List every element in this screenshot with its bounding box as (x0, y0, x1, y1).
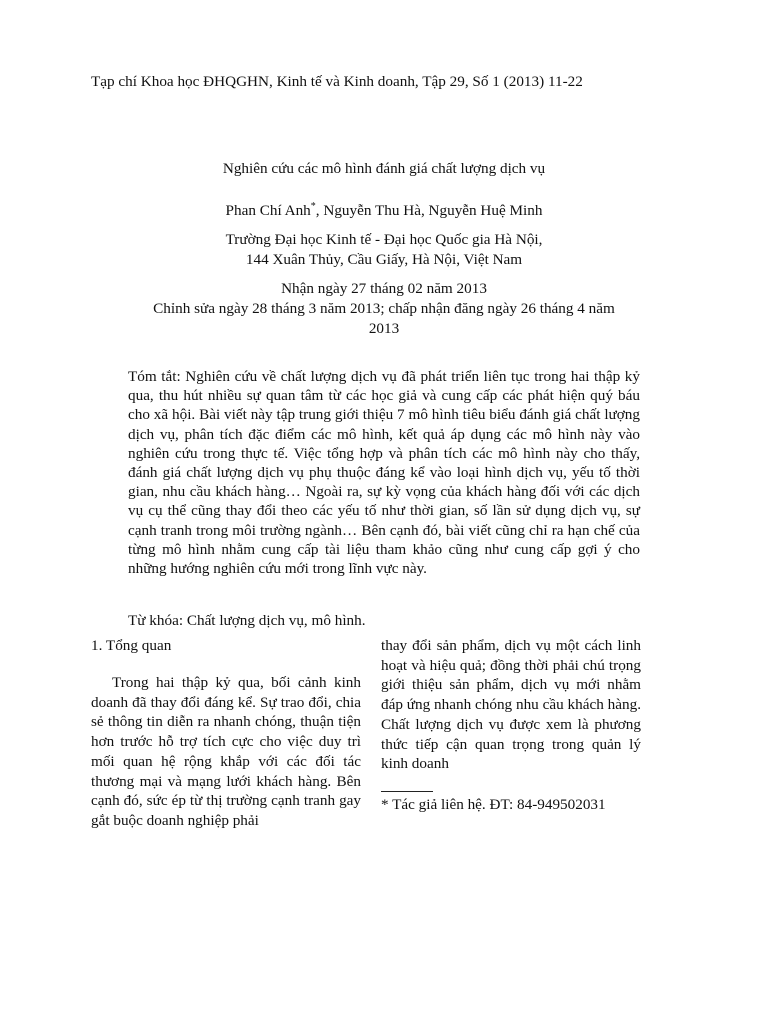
journal-citation: Tạp chí Khoa học ĐHQGHN, Kinh tế và Kinh doanh, Tập 29, Số 1 (2013) 11-22 (91, 73, 583, 90)
keywords: Từ khóa: Chất lượng dịch vụ, mô hình. (128, 612, 366, 629)
body-paragraph-right: thay đổi sản phẩm, dịch vụ một cách linh hoạt và hiệu quả; đồng thời phải chú trọng giới thiệu sản phẩm, dịch vụ mới nhằm đáp ứng nhanh chóng nhu cầu khách hàng. Chất lượng dịch vụ được xem là phương thức tiếp cận quan trọng trong quản lý kinh doanh (381, 637, 641, 773)
manuscript-dates (150, 279, 618, 339)
received-date: Nhận ngày 27 tháng 02 năm 2013 (281, 280, 487, 297)
co-authors: , Nguyễn Thu Hà, Nguyễn Huệ Minh (315, 202, 543, 219)
section-heading: 1. Tổng quan (91, 637, 172, 654)
abstract: Tóm tắt: Nghiên cứu về chất lượng dịch vụ đã phát triển liên tục trong hai thập kỷ qua, thu hút nhiều sự quan tâm từ các học giả và cung cấp các phát hiện quý báu cho xã hội. Bài viết này tập trung giới thiệu 7 mô hình tiêu biểu đánh giá chất lượng dịch vụ, phân tích đặc điểm các mô hình, kết quả áp dụng các mô hình này vào nghiên cứu trong thực tế. Việc tổng hợp và phân tích các mô hình này cho thấy, đánh giá chất lượng dịch vụ phụ thuộc đáng kể vào loại hình dịch vụ, yếu tố thời gian, nhu cầu khách hàng… Ngoài ra, sự kỳ vọng của khách hàng đối với các dịch vụ cụ thể cũng thay đổi theo các yếu tố như thời gian, số lần sử dụng dịch vụ, sự cạnh tranh trong môi trường ngành… Bên cạnh đó, bài viết cũng chỉ ra hạn chế của từng mô hình nhằm cung cấp tài liệu tham khảo cũng như cung cấp gợi ý cho những hướng nghiên cứu mới trong lĩnh vực này. (128, 368, 640, 578)
corresponding-author: Phan Chí Anh (225, 202, 311, 219)
affiliation (0, 230, 768, 270)
body-paragraph-left: Trong hai thập kỷ qua, bối cảnh kinh doanh đã thay đổi đáng kể. Sự trao đổi, chia sẻ thông tin diễn ra nhanh chóng, thuận tiện hơn trước hỗ trợ tích cực cho việc duy trì mối quan hệ rộng khắp với các đối tác thương mại và mạng lưới khách hàng. Bên cạnh đó, sức ép từ thị trường cạnh tranh gay gắt buộc doanh nghiệp phải (91, 674, 361, 829)
footnote: * Tác giả liên hệ. ĐT: 84-949502031 (381, 795, 606, 813)
left-column (91, 636, 361, 831)
footnote-divider (381, 791, 433, 792)
affiliation-line-2: 144 Xuân Thủy, Cầu Giấy, Hà Nội, Việt Nam (245, 251, 523, 268)
affiliation-line-1: Trường Đại học Kinh tế - Đại học Quốc gia Hà Nội, (225, 231, 543, 248)
corresponding-author-mark: * (310, 201, 316, 212)
revised-accepted-date: Chỉnh sửa ngày 28 tháng 3 năm 2013; chấp nhận đăng ngày 26 tháng 4 năm 2013 (153, 300, 615, 337)
right-column (381, 636, 641, 815)
paper-title: Nghiên cứu các mô hình đánh giá chất lượng dịch vụ (222, 160, 546, 177)
author-list (0, 201, 768, 221)
